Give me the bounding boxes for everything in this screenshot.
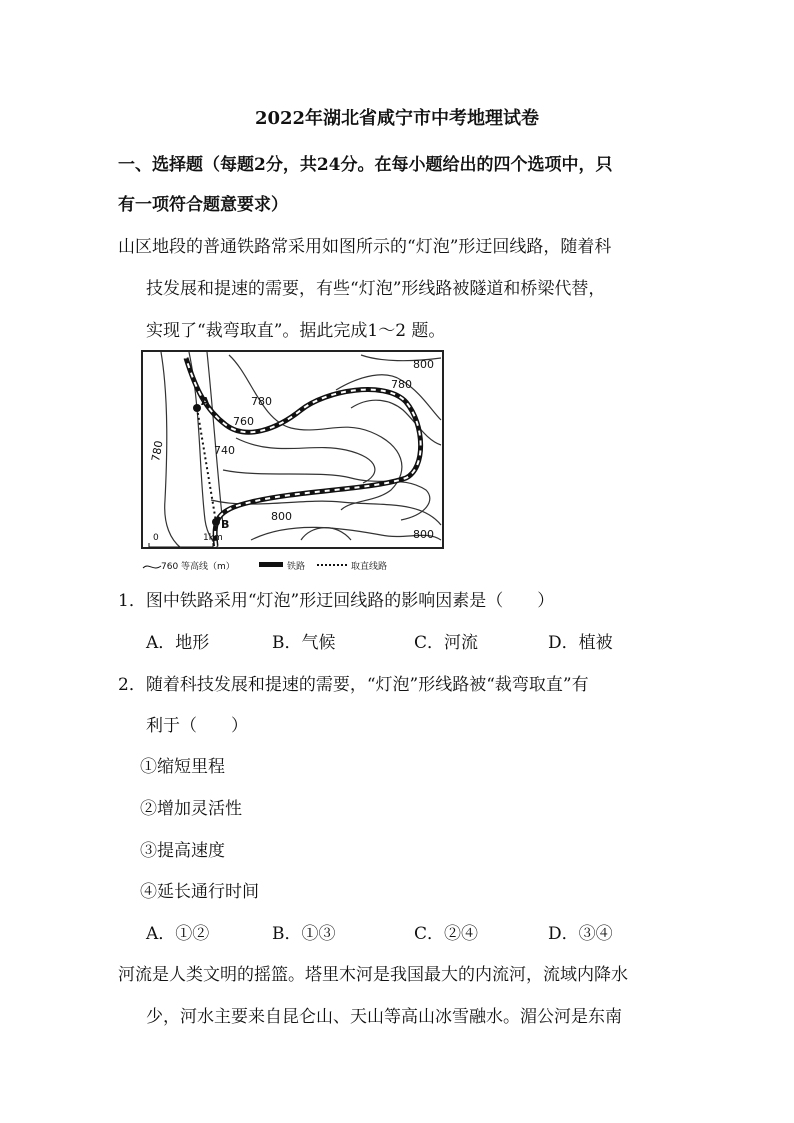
section-heading-line2: 有一项符合题意要求） [118, 195, 288, 215]
page-title: 2022年湖北省咸宁市中考地理试卷 [254, 108, 540, 129]
contour-label: 780 [149, 439, 166, 463]
scale-zero: 0 [153, 533, 159, 543]
contour-label: 780 [251, 395, 272, 408]
q1-option-b: B．气候 [272, 633, 336, 653]
passage2-line2: 少，河水主要来自昆仑山、天山等高山冰雪融水。湄公河是东南 [146, 1007, 622, 1027]
q2-item-1: ①缩短里程 [140, 757, 225, 777]
q1-option-a: A．地形 [146, 633, 210, 653]
passage1-line2: 技发展和提速的需要，有些“灯泡”形线路被隧道和桥梁代替， [146, 279, 606, 299]
point-a-marker [193, 404, 201, 412]
legend-contour-number: 760 [161, 562, 179, 572]
contour-label: 760 [233, 415, 254, 428]
contour-label: 740 [214, 444, 235, 457]
legend-railway-label: 铁路 [287, 562, 306, 572]
contour-map [141, 350, 446, 576]
passage2-line1: 河流是人类文明的摇篮。塔里木河是我国最大的内流河，流域内降水 [118, 965, 628, 985]
q2-item-2: ②增加灵活性 [140, 799, 242, 819]
contour-label: 800 [413, 358, 434, 371]
passage1-line3: 实现了“裁弯取直”。据此完成1～2 题。 [146, 321, 446, 341]
q2-option-d: D．③④ [548, 924, 613, 944]
scale-end: 1km [203, 533, 223, 543]
q2-option-a: A．①② [146, 924, 210, 944]
point-b-label: B [221, 518, 230, 531]
point-a-label: A [201, 395, 210, 408]
section-heading-line1: 一、选择题（每题2分，共24分。在每小题给出的四个选项中，只 [118, 155, 613, 175]
q2-stem-line2: 利于（ ） [146, 716, 248, 736]
contour-label: 780 [391, 378, 412, 391]
q2-stem-line1: 2．随着科技发展和提速的需要，“灯泡”形线路被“裁弯取直”有 [118, 675, 589, 695]
contour-label: 800 [271, 510, 292, 523]
point-b-marker [212, 518, 220, 526]
legend-straight-label: 取直线路 [351, 562, 388, 572]
legend-railway-swatch [259, 562, 283, 567]
q1-option-c: C．河流 [414, 633, 479, 653]
q2-option-c: C．②④ [414, 924, 479, 944]
q1-stem: 1．图中铁路采用“灯泡”形迂回线路的影响因素是（ ） [118, 591, 555, 611]
q2-item-3: ③提高速度 [140, 841, 225, 861]
contour-label: 800 [413, 528, 434, 541]
passage1-line1: 山区地段的普通铁路常采用如图所示的“灯泡”形迂回线路，随着科 [118, 237, 612, 257]
q2-item-4: ④延长通行时间 [140, 882, 259, 902]
q1-option-d: D．植被 [548, 633, 613, 653]
legend-contour-label: 等高线（m） [181, 562, 235, 572]
q2-option-b: B．①③ [272, 924, 336, 944]
